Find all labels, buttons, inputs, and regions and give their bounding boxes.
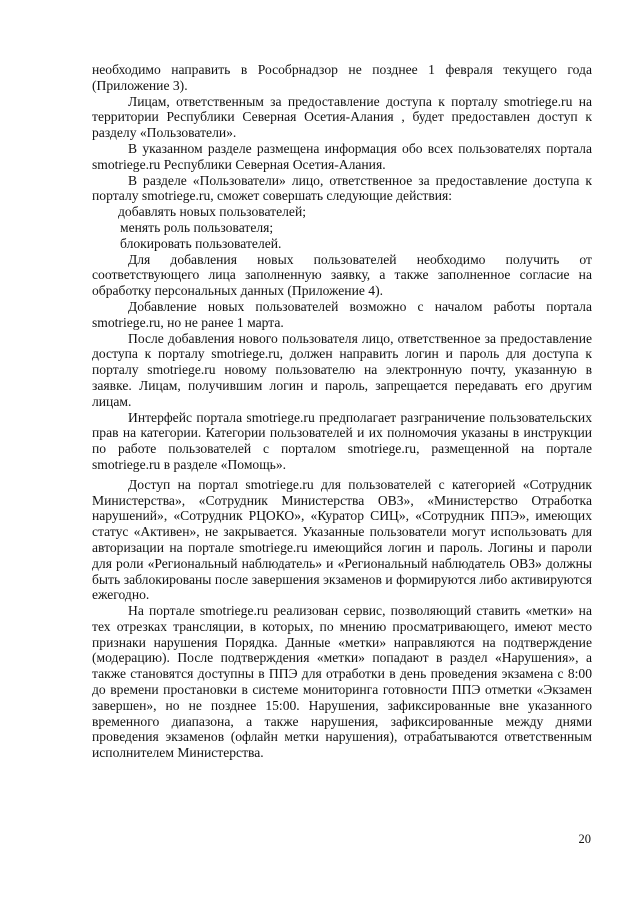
paragraph-continuation: необходимо направить в Рособрнадзор не позднее 1 февраля текущего года (Приложение 3). xyxy=(92,62,592,93)
paragraph: Лицам, ответственным за предоставление доступа к порталу smotriege.ru на территории Республики Северная Осетия-Алания , будет предоставлен доступ к разделу «Пользователи». xyxy=(92,93,592,141)
paragraph: В указанном разделе размещена информация обо всех пользователях портала smotriege.ru Республики Северная Осетия-Алания. xyxy=(92,140,592,172)
paragraph: На портале smotriege.ru реализован сервис, позволяющий ставить «метки» на тех отрезках трансляции, в которых, по мнению просматривающего, имеют место признаки нарушения Порядка. Данные «метки» направляются на подтверждение (модерацию). После подтверждения «метки» попадают в раздел «Нарушения», а также становятся доступны в ППЭ для отработки в день проведения экзамена с 8:00 до времени простановки в системе мониторинга готовности ППЭ отметки «Экзамен завершен», но не позднее 15:00. Нарушения, зафиксированные вне указанного временного диапазона, а также нарушения, зафиксированные между днями проведения экзаменов (офлайн метки нарушения), отрабатываются ответственным исполнителем Министерства. xyxy=(92,603,592,761)
paragraph: Для добавления новых пользователей необходимо получить от соответствующего лица заполненную заявку, а также заполненное согласие на обработку персональных данных (Приложение 4). xyxy=(92,251,592,299)
paragraph: Добавление новых пользователей возможно с началом работы портала smotriege.ru, но не ранее 1 марта. xyxy=(92,298,592,330)
list-item: блокировать пользователей. xyxy=(120,235,282,251)
list-item: менять роль пользователя; xyxy=(120,219,274,235)
paragraph: После добавления нового пользователя лицо, ответственное за предоставление доступа к порталу smotriege.ru, должен направить логин и пароль для доступа к порталу smotriege.ru новому пользователю на электронную почту, указанную в заявке. Лицам, получившим логин и пароль, запрещается передавать его другим лицам. xyxy=(92,330,592,409)
list-item: добавлять новых пользователей; xyxy=(118,204,307,220)
paragraph: Интерфейс портала smotriege.ru предполагает разграничение пользовательских прав на категории. Категории пользователей и их полномочия указаны в инструкции по работе пользователей с порталом smotriege.ru, размещенной на портале smotriege.ru в разделе «Помощь». xyxy=(92,409,592,472)
paragraph: Доступ на портал smotriege.ru для пользователей с категорией «Сотрудник Министерства», «Сотрудник Министерства ОВЗ», «Министерство Отработка нарушений», «Сотрудник РЦОКО», «Куратор СИЦ», «Сотрудник ППЭ», имеющих статус «Активен», не закрывается. Указанные пользователи могут использовать для авторизации на портале smotriege.ru имеющийся логин и пароль. Логины и пароли для роли «Региональный наблюдатель» и «Региональный наблюдатель ОВЗ» должны быть заблокированы после завершения экзаменов и формируются либо активируются ежегодно. xyxy=(92,476,592,603)
document-body xyxy=(92,62,592,761)
page-number: 20 xyxy=(578,832,591,846)
paragraph: В разделе «Пользователи» лицо, ответственное за предоставление доступа к порталу smotriege.ru, сможет совершать следующие действия: xyxy=(92,172,592,204)
